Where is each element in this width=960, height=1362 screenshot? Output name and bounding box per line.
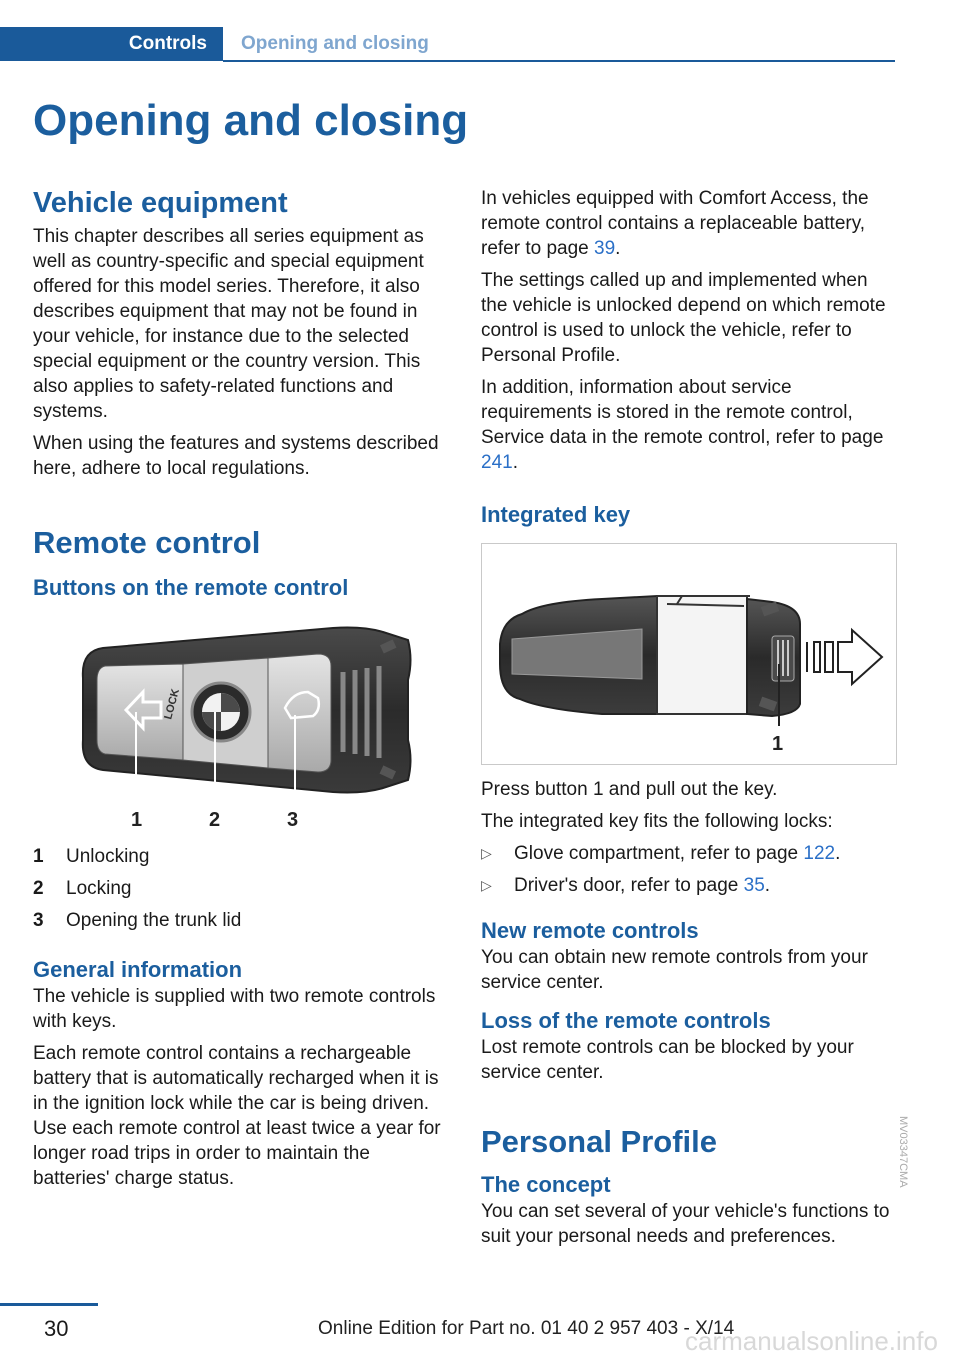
- page-link-122[interactable]: 122: [803, 843, 836, 864]
- concept-subheading: The concept: [481, 1172, 611, 1197]
- buttons-subheading: Buttons on the remote control: [33, 575, 349, 600]
- personal-profile-heading: Personal Profile: [481, 1124, 718, 1159]
- text: Glove compartment, refer to page: [514, 843, 804, 864]
- item-label: Opening the trunk lid: [66, 910, 242, 931]
- header-rule: [223, 60, 895, 62]
- item-label: Unlocking: [66, 846, 150, 867]
- general-paragraph-2: Each remote control contains a rechargeable battery that is automatically recharged when it is in the ignition lock while the car is being driven. Use each remote control at least twice a year for longer road trips in order to maintain the batteries' charge status.: [33, 1043, 441, 1189]
- figure-code: MV03347CMA: [897, 1116, 909, 1188]
- remote-buttons-list: [33, 844, 448, 940]
- loss-text: Lost remote controls can be blocked by your service center.: [481, 1037, 854, 1083]
- key-callout-1: 1: [772, 733, 784, 755]
- text: .: [615, 238, 621, 259]
- header-section-tab: Controls: [0, 27, 223, 61]
- list-item: [481, 841, 896, 873]
- press-button-paragraph: Press button 1 and pull out the key.: [481, 779, 778, 800]
- remote-control-figure: [33, 620, 448, 835]
- vehicle-equipment-paragraph: This chapter describes all series equipment as well as country-specific and special equipment offered for this model series. Therefore, it also describes equipment that may not be found in your vehicle, for instance due to the selected special equipment or the country version. This also applies to safety-related functions and systems.: [33, 226, 424, 422]
- settings-paragraph: The settings called up and implemented when the vehicle is unlocked depend on which remote control is used to unlock the vehicle, refer to Personal Profile.: [481, 270, 886, 366]
- callout-2: 2: [209, 809, 221, 831]
- new-remote-controls-text: You can obtain new remote controls from your service center.: [481, 947, 868, 993]
- page-number: 30: [44, 1316, 69, 1341]
- concept-text: You can set several of your vehicle's functions to suit your personal needs and preferences.: [481, 1201, 890, 1247]
- triangle-bullet-icon: ▷: [481, 877, 492, 893]
- item-number: 3: [33, 910, 44, 931]
- list-item: [33, 844, 448, 876]
- loss-heading: Loss of the remote controls: [481, 1008, 771, 1033]
- edition-text: Online Edition for Part no. 01 40 2 957 403 - X/14: [318, 1318, 735, 1339]
- text: In vehicles equipped with Comfort Access, the remote control contains a replaceable battery, refer to page: [481, 188, 869, 259]
- callout-3: 3: [287, 809, 299, 831]
- text: Driver's door, refer to page: [514, 875, 744, 896]
- remote-control-illustration: [33, 620, 448, 835]
- integrated-key-heading: Integrated key: [481, 502, 631, 527]
- bullet-text: [514, 841, 840, 873]
- callout-1: 1: [131, 809, 143, 831]
- watermark: carmanualsonline.info: [685, 1326, 938, 1356]
- item-label: Locking: [66, 878, 132, 899]
- text: .: [512, 452, 518, 473]
- left-column: [33, 186, 448, 1198]
- list-item: [481, 873, 896, 905]
- lock-label: LOCK: [162, 687, 182, 721]
- page-link-241[interactable]: 241: [481, 452, 513, 473]
- comfort-access-paragraph: [481, 186, 896, 261]
- item-number: 1: [33, 846, 44, 867]
- list-item: [33, 908, 448, 940]
- footer-rule: [0, 1303, 98, 1306]
- page-title: Opening and closing: [33, 96, 469, 145]
- service-paragraph: [481, 375, 896, 475]
- right-column: [481, 186, 909, 1256]
- triangle-bullet-icon: ▷: [481, 845, 492, 861]
- remote-control-heading: Remote control: [33, 525, 261, 560]
- page-link-35[interactable]: 35: [743, 875, 765, 896]
- item-number: 2: [33, 878, 44, 899]
- bullet-text: [514, 873, 770, 905]
- new-remote-controls-heading: New remote controls: [481, 918, 699, 943]
- vehicle-equipment-heading: Vehicle equipment: [33, 187, 288, 219]
- list-item: [33, 876, 448, 908]
- text: .: [764, 875, 771, 896]
- locks-intro: The integrated key fits the following locks:: [481, 811, 833, 832]
- general-information-heading: General information: [33, 957, 243, 982]
- header-subsection: Opening and closing: [241, 33, 429, 54]
- text: .: [835, 843, 841, 864]
- general-paragraph-1: The vehicle is supplied with two remote controls with keys.: [33, 986, 436, 1032]
- page-link-39[interactable]: 39: [594, 238, 616, 259]
- text: In addition, information about service requirements is stored in the remote control, Service data in the remote control, refer to page: [481, 377, 884, 448]
- regulations-paragraph: When using the features and systems described here, adhere to local regulations.: [33, 433, 439, 479]
